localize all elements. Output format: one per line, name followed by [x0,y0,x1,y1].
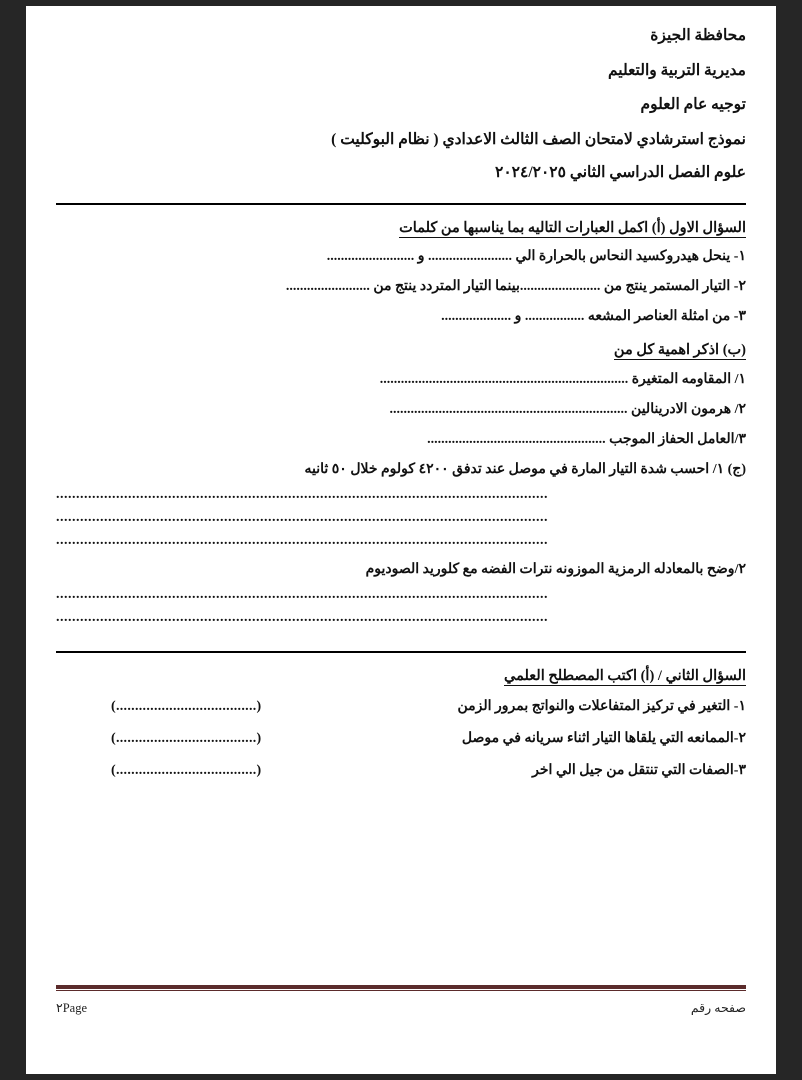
footer-row [56,1000,746,1016]
question-two-item-row [56,762,746,779]
question-two-item-text: ٣-الصفات التي تنتقل من جيل الي اخر [532,763,746,779]
header-line-directorate: مديرية التربية والتعليم [607,61,746,79]
question-two-item-blank: (.....................................) [111,699,262,715]
answer-dotted-line: ........................................................................................................................... [56,510,548,525]
part-c-answer-block-1 [56,488,746,548]
question-two-heading [56,669,746,684]
question-two-item-blank: (.....................................) [111,763,262,779]
header-line-department: توجيه عام العلوم [640,96,746,113]
question-one-heading-text: السؤال الاول (أ) اكمل العبارات التاليه بما يناسبها من كلمات [399,219,746,236]
question-one-item-1: ١- ينحل هيدروكسيد النحاس بالحرارة الي ........................ و ......................... [326,249,746,264]
part-c-item-2: ٢/وضح بالمعادله الرمزية الموزونه نترات الفضه مع كلوريد الصوديوم [365,562,746,578]
divider-top [56,203,746,205]
question-two-item-row [56,698,746,715]
part-b-item-1: ١/ المقاومه المتغيرة ....................................................................... [379,371,746,387]
answer-dotted-line: ........................................................................................................................... [56,488,548,503]
document-page [26,6,776,1074]
question-one-item-3: ٣- من امثلة العناصر المشعه ................. و .................... [441,309,746,325]
part-b-heading-text: (ب) اذكر اهمية كل من [613,342,746,359]
document-subtitle: علوم الفصل الدراسي الثاني ٢٠٢٤/٢٠٢٥ [495,164,746,181]
question-one-heading [56,221,746,236]
question-two-item-row [56,730,746,747]
page-footer [56,985,746,1017]
answer-dotted-line: ........................................................................................................................... [56,588,548,603]
part-b-item-3: ٣/العامل الحفاز الموجب ................................................... [427,431,746,447]
question-two-item-text: ١- التغير في تركيز المتفاعلات والنواتج بمرور الزمن [457,699,746,715]
part-b-item-2: ٢/ هرمون الادرينالين .................................................................... [389,401,746,417]
divider-middle [56,651,746,653]
question-two-heading-text: السؤال الثاني / (أ) اكتب المصطلح العلمي [504,667,746,684]
page-content [26,6,776,1074]
question-two-item-text: ٢-الممانعه التي يلقاها التيار اثناء سريانه في موصل [461,731,746,747]
part-c-item-1: (ج) ١/ احسب شدة التيار المارة في موصل عند تدفق ٤٢٠٠ كولوم خلال ٥٠ ثانيه [304,462,746,478]
part-b-heading [56,343,746,358]
part-c-answer-block-2 [56,588,746,625]
footer-rule-thin [56,990,746,991]
footer-page-number: ٢Page [56,1001,88,1015]
footer-page-label: صفحه رقم [690,1001,746,1015]
question-one-item-2: ٢- التيار المستمر ينتج من .......................بينما التيار المتردد ينتج من ........................ [285,279,746,295]
question-two-item-blank: (.....................................) [111,731,262,747]
header-line-governorate: محافظة الجيزة [650,27,746,44]
footer-rule-thick [56,985,746,989]
document-title: نموذج استرشادي لامتحان الصف الثالث الاعدادي ( نظام البوكليت ) [331,130,746,148]
answer-dotted-line: ........................................................................................................................... [56,533,548,548]
answer-dotted-line: ........................................................................................................................... [56,611,548,625]
